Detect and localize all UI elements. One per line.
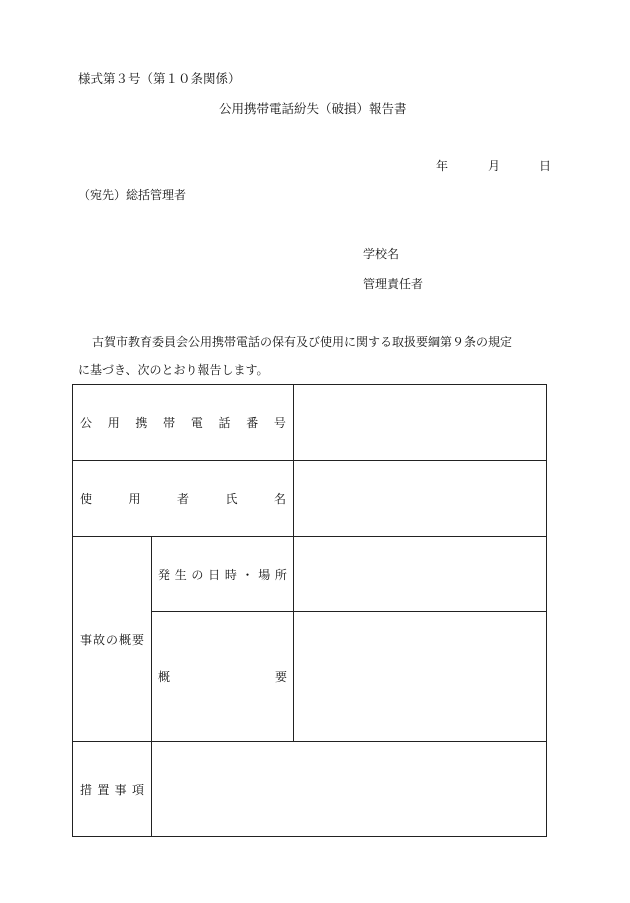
label-char: 氏 bbox=[225, 492, 238, 506]
label-char: 項 bbox=[131, 782, 144, 797]
label-char: ・ bbox=[241, 567, 254, 582]
label-char: 用 bbox=[107, 416, 120, 430]
label-char: の bbox=[105, 632, 118, 647]
body-text-line2: に基づき、次のとおり報告します。 bbox=[78, 363, 269, 377]
accident-summary-label-text bbox=[80, 631, 144, 648]
school-name-label: 学校名 bbox=[363, 247, 400, 261]
label-char: 時 bbox=[224, 567, 237, 582]
label-char: 日 bbox=[208, 567, 221, 582]
label-char: 措 bbox=[80, 782, 93, 797]
body-text-line1: 古賀市教育委員会公用携帯電話の保有及び使用に関する取扱要綱第９条の規定 bbox=[92, 335, 513, 349]
label-char: 名 bbox=[273, 492, 286, 506]
label-char: 帯 bbox=[163, 416, 176, 430]
label-char: 話 bbox=[218, 416, 231, 430]
label-char: 使 bbox=[80, 492, 93, 506]
table-row-measures bbox=[73, 742, 547, 837]
document-title: 公用携帯電話紛失（破損）報告書 bbox=[219, 101, 407, 116]
date-year: 年 bbox=[436, 159, 449, 173]
label-char: 番 bbox=[246, 416, 259, 430]
measures-value[interactable] bbox=[152, 742, 547, 837]
user-name-label bbox=[73, 461, 294, 537]
table-row-datetime bbox=[73, 537, 547, 612]
label-char: 概 bbox=[118, 632, 131, 647]
measures-label-text bbox=[80, 781, 144, 798]
label-char: 故 bbox=[92, 632, 105, 647]
date-day: 日 bbox=[539, 159, 552, 173]
accident-summary-label bbox=[73, 537, 152, 742]
label-char: 携 bbox=[135, 416, 148, 430]
summary-label-text bbox=[158, 668, 287, 685]
report-table bbox=[72, 384, 547, 837]
label-char: 要 bbox=[131, 632, 144, 647]
user-name-label-text bbox=[80, 490, 286, 507]
label-char: 発 bbox=[158, 567, 171, 582]
label-char: 用 bbox=[128, 492, 141, 506]
phone-number-label-text bbox=[80, 414, 286, 431]
table-row-phone bbox=[73, 385, 547, 461]
datetime-place-value[interactable] bbox=[294, 537, 547, 612]
label-char: 号 bbox=[273, 416, 286, 430]
measures-label bbox=[73, 742, 152, 837]
label-char: 事 bbox=[114, 782, 127, 797]
summary-label bbox=[152, 612, 294, 742]
label-char: 生 bbox=[174, 567, 187, 582]
label-char: 所 bbox=[274, 567, 287, 582]
label-char: の bbox=[191, 567, 204, 582]
label-char: 置 bbox=[97, 782, 110, 797]
datetime-place-label-text bbox=[158, 566, 287, 583]
label-char: 公 bbox=[80, 416, 93, 430]
user-name-value[interactable] bbox=[294, 461, 547, 537]
label-char: 事 bbox=[80, 632, 93, 647]
manager-label: 管理責任者 bbox=[363, 277, 424, 291]
date-month: 月 bbox=[488, 159, 501, 173]
label-char: 場 bbox=[258, 567, 271, 582]
summary-value[interactable] bbox=[294, 612, 547, 742]
addressee: （宛先）総括管理者 bbox=[78, 188, 187, 202]
label-char: 概 bbox=[158, 670, 171, 684]
table-row-user bbox=[73, 461, 547, 537]
phone-number-label bbox=[73, 385, 294, 461]
phone-number-value[interactable] bbox=[294, 385, 547, 461]
form-number: 様式第３号（第１０条関係） bbox=[78, 71, 241, 86]
label-char: 電 bbox=[190, 416, 203, 430]
label-char: 者 bbox=[176, 492, 189, 506]
label-char: 要 bbox=[274, 670, 287, 684]
datetime-place-label bbox=[152, 537, 294, 612]
